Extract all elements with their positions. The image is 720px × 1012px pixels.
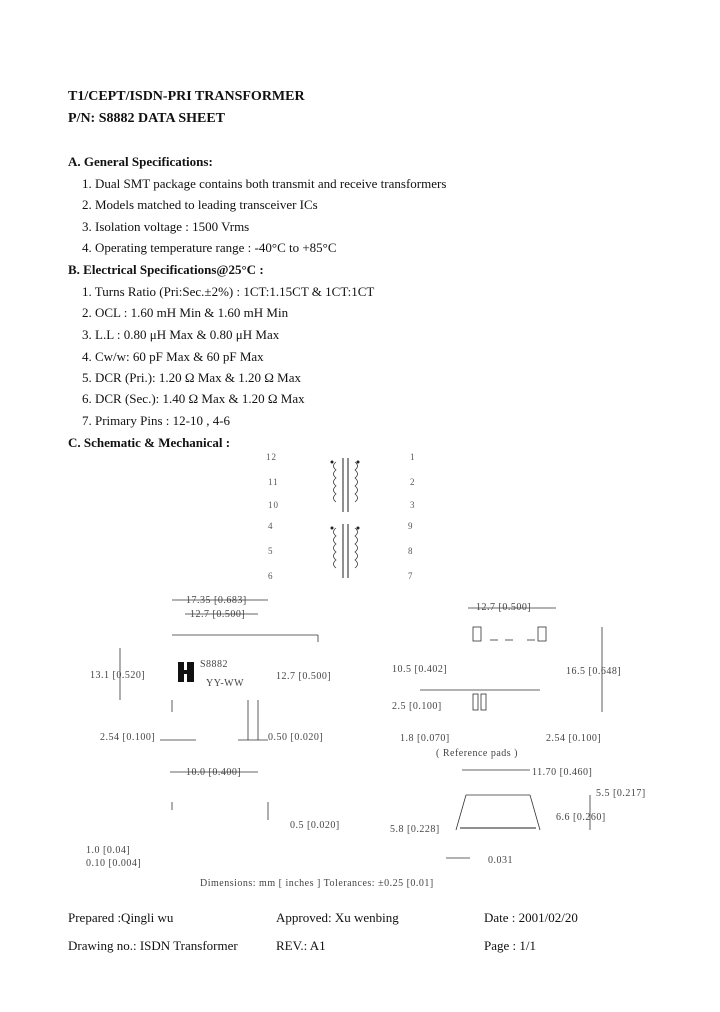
pin-label-right: 1 (410, 452, 416, 462)
electrical-item: 1. Turns Ratio (Pri:Sec.±2%) : 1CT:1.15CT & 1CT:1CT (82, 284, 375, 299)
dim-side-width: 5.8 [0.228] (390, 824, 440, 835)
dim-left-height: 13.1 [0.520] (90, 670, 146, 681)
logo-mark (178, 662, 194, 682)
dim-pad-gap: 2.5 [0.100] (392, 701, 442, 712)
general-item: 1. Dual SMT package contains both transmit and receive transformers (82, 176, 447, 191)
pin-label-left: 5 (268, 546, 274, 556)
revision: REV.: A1 (276, 938, 326, 953)
dim-side-height2: 5.5 [0.217] (596, 788, 646, 799)
general-item: 4. Operating temperature range : -40°C to +85°C (82, 240, 337, 255)
electrical-item: 2. OCL : 1.60 mH Min & 1.60 mH Min (82, 305, 289, 320)
dim-lead-width: 0.50 [0.020] (268, 732, 324, 743)
dimensions-note: Dimensions: mm [ inches ] Tolerances: ±0.25 [0.01] (200, 878, 434, 889)
transformer-bottom (331, 524, 360, 578)
general-item: 3. Isolation voltage : 1500 Vrms (82, 219, 250, 234)
pin-label-right: 9 (408, 521, 414, 531)
dim-r-pitch2: 2.54 [0.100] (546, 733, 602, 744)
pin-label-left: 12 (266, 452, 277, 462)
electrical-heading: B. Electrical Specifications@25°C : (68, 262, 264, 277)
dim-right-height: 16.5 [0.648] (566, 666, 622, 677)
general-item: 2. Models matched to leading transceiver ICs (82, 197, 318, 212)
date: Date : 2001/02/20 (484, 910, 578, 925)
dim-right-top: 12.7 [0.500] (476, 602, 532, 613)
dim-pad-height: 10.5 [0.402] (392, 664, 448, 675)
top-view-outline (120, 600, 318, 820)
pin-label-right: 8 (408, 546, 414, 556)
electrical-item: 7. Primary Pins : 12-10 , 4-6 (82, 413, 231, 428)
general-heading: A. General Specifications: (68, 154, 213, 169)
page-number: Page : 1/1 (484, 938, 536, 953)
dim-pitch: 2.54 [0.100] (100, 732, 156, 743)
dim-top-width: 12.7 [0.500] (190, 609, 246, 620)
pin-label-right: 3 (410, 500, 416, 510)
electrical-item: 6. DCR (Sec.): 1.40 Ω Max & 1.20 Ω Max (82, 391, 305, 406)
drawing-number: Drawing no.: ISDN Transformer (68, 938, 238, 953)
dim-left-side1: 1.0 [0.04] (86, 845, 131, 856)
pin-label-left: 4 (268, 521, 274, 531)
electrical-item: 3. L.L : 0.80 μH Max & 0.80 μH Max (82, 327, 280, 342)
pin-label-right: 2 (410, 477, 416, 487)
pin-label-left: 6 (268, 571, 274, 581)
dim-side-height: 6.6 [0.260] (556, 812, 606, 823)
electrical-item: 5. DCR (Pri.): 1.20 Ω Max & 1.20 Ω Max (82, 370, 302, 385)
approved-by: Approved: Xu wenbing (276, 910, 399, 925)
dim-r-pitch: 1.8 [0.070] (400, 733, 450, 744)
dim-side-bottom: 0.031 (488, 855, 513, 866)
pin-label-left: 10 (268, 500, 279, 510)
dim-bottom-span: 10.0 [0.400] (186, 767, 242, 778)
electrical-item: 4. Cw/w: 60 pF Max & 60 pF Max (82, 349, 264, 364)
side-view-outline (446, 795, 590, 858)
schematic-heading: C. Schematic & Mechanical : (68, 435, 231, 450)
dim-side-thickness: 0.5 [0.020] (290, 820, 340, 831)
ref-pads-note: ( Reference pads ) (436, 748, 519, 759)
prepared-by: Prepared :Qingli wu (68, 910, 174, 925)
pin-label-left: 11 (268, 477, 279, 487)
dim-overall-top: 17.35 [0.683] (186, 595, 247, 606)
pin-label-right: 7 (408, 571, 414, 581)
dim-body-width: 12.7 [0.500] (276, 671, 332, 682)
part-marking-logo: S8882 (200, 659, 229, 670)
dim-r-width: 11.70 [0.460] (532, 767, 593, 778)
part-number: P/N: S8882 DATA SHEET (68, 111, 226, 126)
dim-left-side2: 0.10 [0.004] (86, 858, 142, 869)
document-title: T1/CEPT/ISDN-PRI TRANSFORMER (68, 89, 305, 104)
transformer-top (331, 458, 360, 512)
part-marking-date: YY-WW (206, 678, 245, 689)
